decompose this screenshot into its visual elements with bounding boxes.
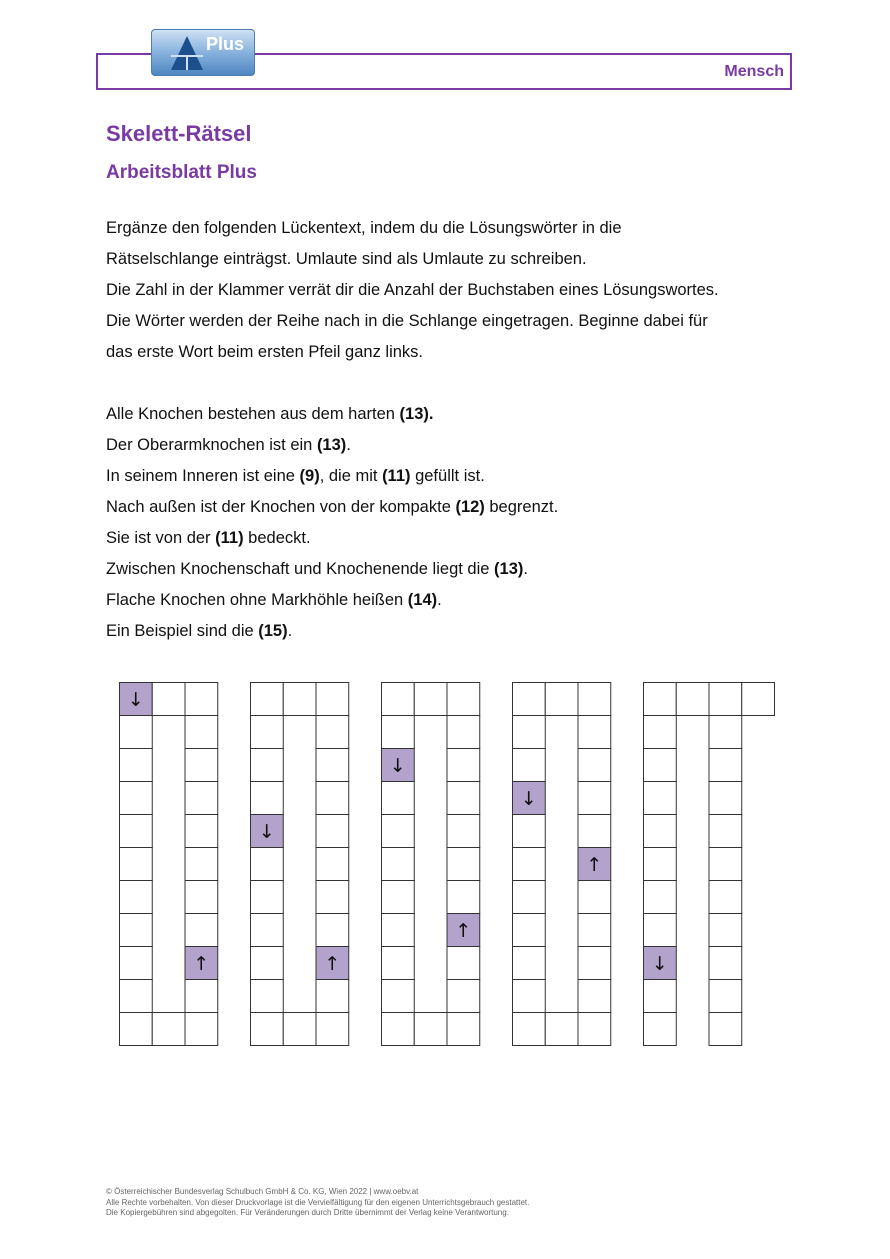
letter-cell[interactable] <box>120 749 153 782</box>
letter-cell[interactable] <box>382 782 415 815</box>
instruction-line: Ergänze den folgenden Lückentext, indem du die Lösungswörter in die <box>106 219 622 237</box>
letter-cell[interactable] <box>382 1013 415 1046</box>
letter-cell[interactable] <box>120 980 153 1013</box>
instruction-line: Rätselschlange einträgst. Umlaute sind als Umlaute zu schreiben. <box>106 250 587 268</box>
letter-cell[interactable] <box>644 683 677 716</box>
letter-cell[interactable] <box>251 716 284 749</box>
letter-cell[interactable] <box>185 914 218 947</box>
letter-cell[interactable] <box>578 881 611 914</box>
letter-cell[interactable] <box>545 1013 578 1046</box>
arrow-down-icon: ↓ <box>389 755 406 777</box>
letter-cell[interactable] <box>382 947 415 980</box>
letter-cell[interactable] <box>316 848 349 881</box>
letter-cell[interactable] <box>185 716 218 749</box>
letter-cell[interactable] <box>644 881 677 914</box>
arrow-down-icon: ↓ <box>651 953 668 975</box>
letter-cell[interactable] <box>251 782 284 815</box>
instruction-line: Die Zahl in der Klammer verrät dir die Anzahl der Buchstaben eines Lösungswortes. <box>106 281 719 299</box>
letter-cell[interactable] <box>447 881 480 914</box>
letter-cell[interactable] <box>120 1013 153 1046</box>
letter-cell[interactable] <box>709 848 742 881</box>
letter-cell[interactable] <box>513 881 546 914</box>
letter-cell[interactable] <box>120 947 153 980</box>
subject-label: Mensch <box>724 63 784 80</box>
footer-line: Alle Rechte vorbehalten. Von dieser Druckvorlage ist die Vervielfältigung für den eigenen Unterrichtsgebrauch gestattet. <box>106 1197 530 1207</box>
footer-line: Die Kopiergebühren sind abgegolten. Für Veränderungen durch Dritte übernimmt der Verlag keine Verantwortung. <box>106 1208 509 1217</box>
letter-cell[interactable] <box>316 749 349 782</box>
letter-cell[interactable] <box>120 881 153 914</box>
letter-cell[interactable] <box>185 980 218 1013</box>
letter-cell[interactable] <box>578 683 611 716</box>
letter-cell[interactable] <box>152 1013 185 1046</box>
letter-cell[interactable] <box>578 782 611 815</box>
letter-cell[interactable] <box>251 683 284 716</box>
letter-cell[interactable] <box>316 881 349 914</box>
letter-cell[interactable] <box>447 716 480 749</box>
letter-cell[interactable] <box>316 782 349 815</box>
letter-cell[interactable] <box>709 1013 742 1046</box>
letter-cell[interactable] <box>644 848 677 881</box>
letter-cell[interactable] <box>447 980 480 1013</box>
arrow-down-icon: ↓ <box>258 821 275 843</box>
letter-cell[interactable] <box>185 815 218 848</box>
letter-cell[interactable] <box>513 914 546 947</box>
letter-cell[interactable] <box>513 716 546 749</box>
letter-cell[interactable] <box>709 716 742 749</box>
letter-cell[interactable] <box>382 815 415 848</box>
instruction-line: Die Wörter werden der Reihe nach in die Schlange eingetragen. Beginne dabei für <box>106 312 708 330</box>
letter-cell[interactable] <box>709 749 742 782</box>
letter-cell[interactable] <box>251 881 284 914</box>
letter-cell[interactable] <box>316 716 349 749</box>
footer-line: © Österreichischer Bundesverlag Schulbuch GmbH & Co. KG, Wien 2022 | www.oebv.at <box>106 1187 419 1196</box>
letter-cell[interactable] <box>742 683 775 716</box>
letter-cell[interactable] <box>120 914 153 947</box>
letter-cell[interactable] <box>513 1013 546 1046</box>
logo-text: Plus <box>206 34 245 54</box>
letter-cell[interactable] <box>251 848 284 881</box>
letter-cell[interactable] <box>709 980 742 1013</box>
letter-cell[interactable] <box>644 749 677 782</box>
letter-cell[interactable] <box>644 1013 677 1046</box>
letter-cell[interactable] <box>185 881 218 914</box>
letter-cell[interactable] <box>578 815 611 848</box>
letter-cell[interactable] <box>578 749 611 782</box>
letter-cell[interactable] <box>382 683 415 716</box>
letter-cell[interactable] <box>185 848 218 881</box>
letter-cell[interactable] <box>709 914 742 947</box>
letter-cell[interactable] <box>513 980 546 1013</box>
letter-cell[interactable] <box>578 914 611 947</box>
letter-cell[interactable] <box>152 683 185 716</box>
letter-cell[interactable] <box>447 683 480 716</box>
cloze-sentence: In seinem Inneren ist eine (9), die mit (11) gefüllt ist. <box>106 467 485 485</box>
letter-cell[interactable] <box>316 683 349 716</box>
cloze-sentence: Der Oberarmknochen ist ein (13). <box>106 436 351 454</box>
letter-cell[interactable] <box>513 848 546 881</box>
letter-cell[interactable] <box>251 980 284 1013</box>
arrow-up-icon: ↑ <box>455 920 472 942</box>
letter-cell[interactable] <box>545 683 578 716</box>
letter-cell[interactable] <box>382 914 415 947</box>
cloze-sentence: Sie ist von der (11) bedeckt. <box>106 529 311 547</box>
letter-cell[interactable] <box>283 1013 316 1046</box>
letter-cell[interactable] <box>447 749 480 782</box>
letter-cell[interactable] <box>251 749 284 782</box>
letter-cell[interactable] <box>578 980 611 1013</box>
letter-cell[interactable] <box>709 947 742 980</box>
letter-cell[interactable] <box>283 683 316 716</box>
letter-cell[interactable] <box>709 782 742 815</box>
letter-cell[interactable] <box>414 683 447 716</box>
footer <box>106 1187 529 1219</box>
letter-cell[interactable] <box>709 683 742 716</box>
arrow-down-icon: ↓ <box>520 788 537 810</box>
letter-cell[interactable] <box>251 1013 284 1046</box>
cloze-sentence: Alle Knochen bestehen aus dem harten (13). <box>106 405 434 423</box>
letter-cell[interactable] <box>644 782 677 815</box>
letter-cell[interactable] <box>382 848 415 881</box>
letter-cell[interactable] <box>578 716 611 749</box>
letter-cell[interactable] <box>316 1013 349 1046</box>
letter-cell[interactable] <box>120 815 153 848</box>
cloze-sentence: Ein Beispiel sind die (15). <box>106 622 293 640</box>
letter-cell[interactable] <box>251 914 284 947</box>
letter-cell[interactable] <box>447 1013 480 1046</box>
letter-cell[interactable] <box>644 914 677 947</box>
letter-cell[interactable] <box>709 815 742 848</box>
instruction-line: das erste Wort beim ersten Pfeil ganz links. <box>106 343 423 361</box>
letter-cell[interactable] <box>120 848 153 881</box>
letter-cell[interactable] <box>578 947 611 980</box>
arrow-up-icon: ↑ <box>193 953 210 975</box>
letter-cell[interactable] <box>447 815 480 848</box>
letter-cell[interactable] <box>447 947 480 980</box>
letter-cell[interactable] <box>251 947 284 980</box>
page-subtitle: Arbeitsblatt Plus <box>106 162 257 183</box>
letter-cell[interactable] <box>120 716 153 749</box>
letter-cell[interactable] <box>185 782 218 815</box>
cloze-sentence: Flache Knochen ohne Markhöhle heißen (14). <box>106 591 442 609</box>
arrow-down-icon: ↓ <box>127 689 144 711</box>
letter-cell[interactable] <box>447 782 480 815</box>
letter-cell[interactable] <box>185 1013 218 1046</box>
letter-cell[interactable] <box>513 947 546 980</box>
letter-cell[interactable] <box>382 980 415 1013</box>
letter-cell[interactable] <box>644 716 677 749</box>
letter-cell[interactable] <box>644 815 677 848</box>
letter-cell[interactable] <box>644 980 677 1013</box>
letter-cell[interactable] <box>676 683 709 716</box>
arrow-up-icon: ↑ <box>324 953 341 975</box>
letter-cell[interactable] <box>185 749 218 782</box>
letter-cell[interactable] <box>709 881 742 914</box>
letter-cell[interactable] <box>185 683 218 716</box>
letter-cell[interactable] <box>513 683 546 716</box>
cloze-sentence: Zwischen Knochenschaft und Knochenende liegt die (13). <box>106 560 528 578</box>
letter-cell[interactable] <box>382 881 415 914</box>
letter-cell[interactable] <box>382 716 415 749</box>
letter-cell[interactable] <box>447 848 480 881</box>
letter-cell[interactable] <box>316 980 349 1013</box>
letter-cell[interactable] <box>120 782 153 815</box>
letter-cell[interactable] <box>578 1013 611 1046</box>
page-title: Skelett-Rätsel <box>106 121 252 146</box>
letter-cell[interactable] <box>513 815 546 848</box>
letter-cell[interactable] <box>513 749 546 782</box>
arrow-up-icon: ↑ <box>586 854 603 876</box>
letter-cell[interactable] <box>414 1013 447 1046</box>
letter-cell[interactable] <box>316 815 349 848</box>
cloze-sentence: Nach außen ist der Knochen von der kompakte (12) begrenzt. <box>106 498 559 516</box>
letter-cell[interactable] <box>316 914 349 947</box>
